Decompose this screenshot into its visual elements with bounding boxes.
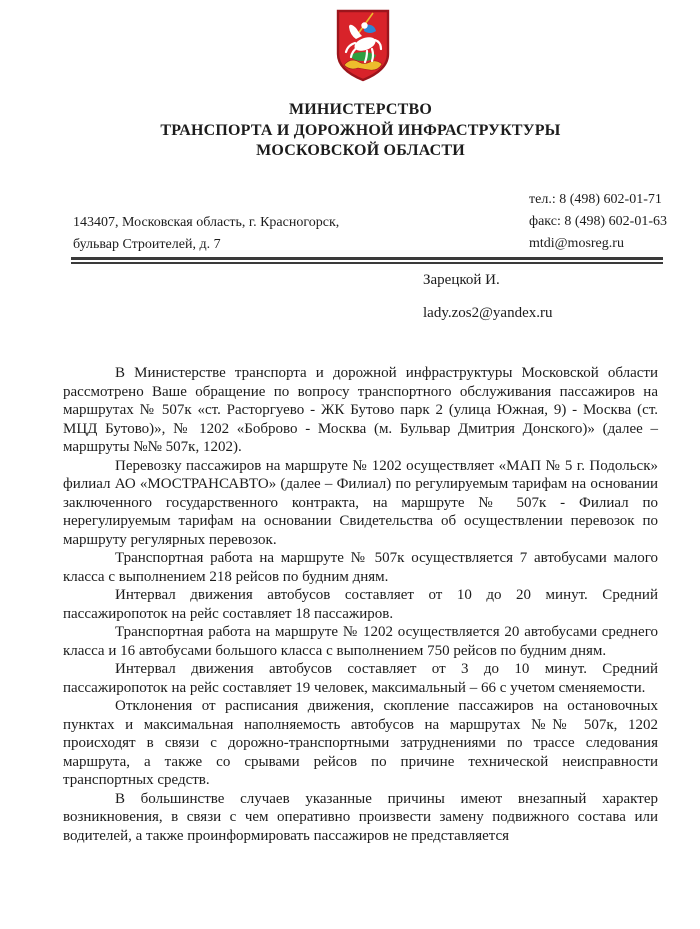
body-paragraph: Интервал движения автобусов составляет от 10 до 20 минут. Средний пассажиропоток на рейс составляет 18 пассажиров. (63, 587, 658, 622)
body-paragraph: Отклонения от расписания движения, скопление пассажиров на остановочных пунктах и максимальная наполняемость автобусов на маршрутах №№ 507к, 1202 происходят в связи с дорожно-транспортными затруднениями по трассе следования маршрута, а также со срывами рейсов по причине технической неисправности транспортных средств. (63, 698, 658, 788)
ministry-title-line3: МОСКОВСКОЙ ОБЛАСТИ (256, 142, 465, 159)
ministry-title (63, 100, 658, 162)
divider-line-bottom (71, 262, 663, 264)
body-paragraph: В большинстве случаев указанные причины имеют внезапный характер возникновения, в связи с чем оперативно произвести замену подвижного состава или водителей, а также проинформировать пассажиров не представляется (63, 790, 658, 844)
ministry-address-line2: бульвар Строителей, д. 7 (73, 237, 221, 252)
body-paragraph: Перевозку пассажиров на маршруте № 1202 осуществляет «МАП № 5 г. Подольск» филиал АО «МОСТРАНСАВТО» (далее – Филиал) по регулируемым тарифам на основании заключенного государственного контракта, на маршруте № 507к - Филиал по нерегулируемым тарифам на основании Свидетельства об осуществлении перевозок по маршруту регулярных перевозок. (63, 457, 658, 548)
ministry-title-line2: ТРАНСПОРТА И ДОРОЖНОЙ ИНФРАСТРУКТУРЫ (160, 121, 561, 139)
ministry-email: mtdi@mosreg.ru (529, 236, 624, 251)
recipient-block (423, 271, 552, 323)
moscow-oblast-coat-of-arms-icon (336, 9, 390, 82)
ministry-address (73, 212, 339, 256)
ministry-title-line1: МИНИСТЕРСТВО (288, 101, 433, 118)
recipient-name: Зарецкой И. (423, 272, 500, 288)
body-paragraph: Интервал движения автобусов составляет от 3 до 10 минут. Средний пассажиропоток на рейс составляет 19 человек, максимальный – 66 с учетом сменяемости. (63, 661, 658, 696)
body-paragraph: В Министерстве транспорта и дорожной инфраструктуры Московской области рассмотрено Ваше обращение по вопросу транспортного обслуживания пассажиров на маршрутах № 507к «ст. Расторгуево - ЖК Бутово парк 2 (улица Южная, 9) - Москва (ст. МЦД Бутово)», № 1202 «Боброво - Москва (м. Бульвар Дмитрия Донского)» (далее – маршруты №№ 507к, 1202). (63, 365, 658, 455)
letterhead-divider (71, 257, 663, 264)
letter-body (63, 364, 658, 845)
ministry-contacts (529, 189, 667, 255)
ministry-phone: тел.: 8 (498) 602-01-71 (529, 192, 662, 207)
recipient-email: lady.zos2@yandex.ru (423, 305, 553, 321)
body-paragraph: Транспортная работа на маршруте № 507к осуществляется 7 автобусами малого класса с выполнением 218 рейсов по будним дням. (63, 550, 658, 585)
body-paragraph: Транспортная работа на маршруте № 1202 осуществляется 20 автобусами среднего класса и 16 автобусами большого класса с выполнением 750 рейсов по будним дням. (63, 624, 658, 659)
ministry-fax: факс: 8 (498) 602-01-63 (529, 214, 667, 229)
ministry-address-line1: 143407, Московская область, г. Красногорск, (73, 215, 340, 230)
